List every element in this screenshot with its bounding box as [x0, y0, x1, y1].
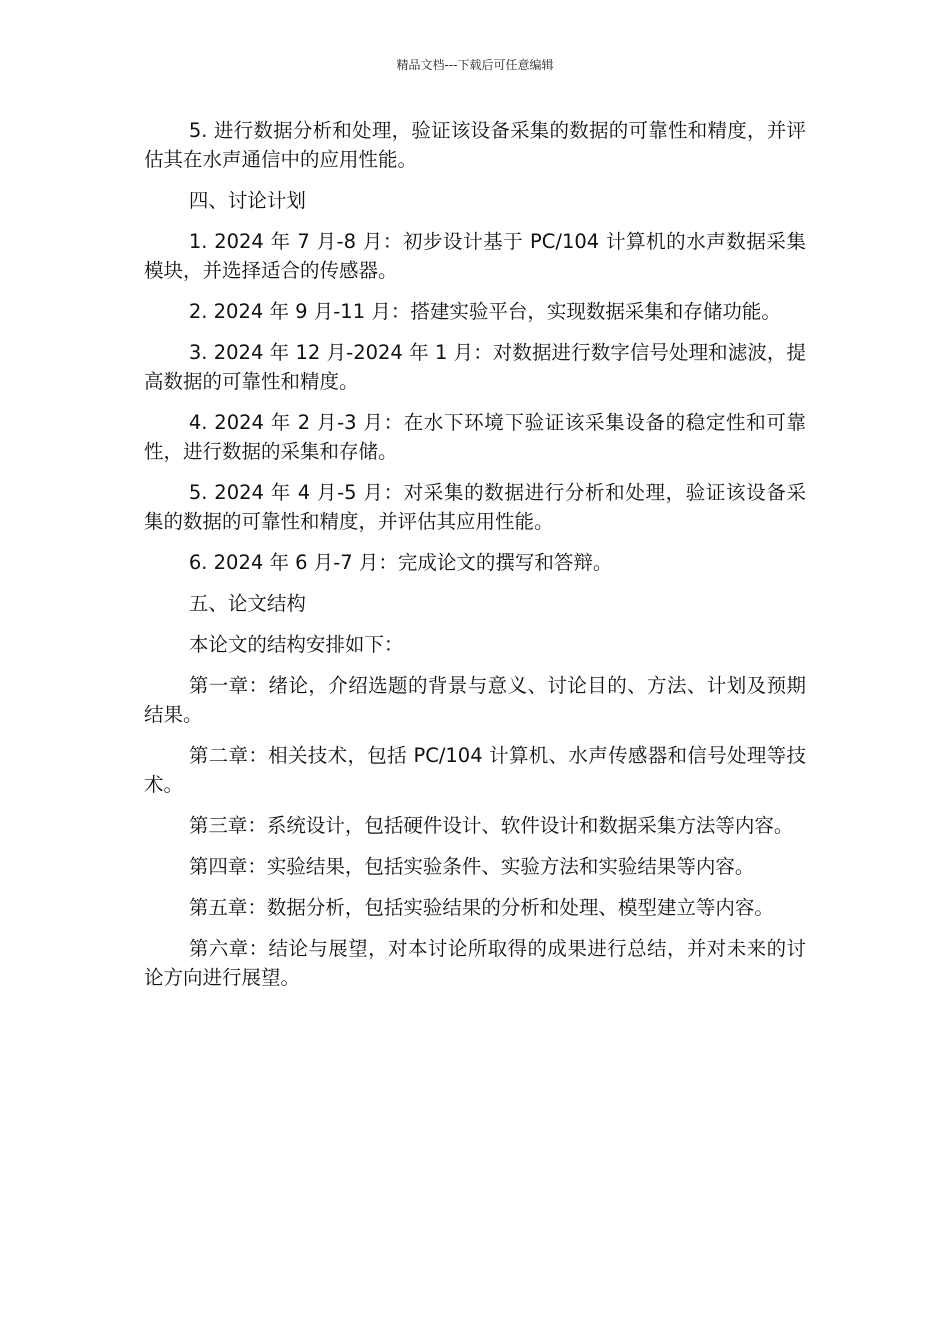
chapter-1: 第一章：绪论，介绍选题的背景与意义、讨论目的、方法、计划及预期结果。	[144, 674, 806, 726]
structure-intro: 本论文的结构安排如下：	[188, 633, 404, 656]
chapter-5: 第五章：数据分析，包括实验结果的分析和处理、模型建立等内容。	[188, 896, 774, 919]
document-body	[144, 116, 806, 1004]
chapter-4: 第四章：实验结果，包括实验条件、实验方法和实验结果等内容。	[188, 855, 755, 878]
page-header: 精品文档---下载后可任意编辑	[396, 58, 554, 72]
section-heading-plan: 四、讨论计划	[188, 189, 306, 212]
paragraph-analysis-step: 5. 进行数据分析和处理，验证该设备采集的数据的可靠性和精度，并评估其在水声通信中的应用性能。	[144, 119, 806, 171]
plan-item-1: 1. 2024 年 7 月-8 月：初步设计基于 PC/104 计算机的水声数据采集模块，并选择适合的传感器。	[144, 230, 806, 282]
chapter-6: 第六章：结论与展望，对本讨论所取得的成果进行总结，并对未来的讨论方向进行展望。	[144, 937, 806, 989]
chapter-3: 第三章：系统设计，包括硬件设计、软件设计和数据采集方法等内容。	[188, 814, 794, 837]
section-heading-structure: 五、论文结构	[188, 592, 306, 615]
plan-item-6: 6. 2024 年 6 月-7 月：完成论文的撰写和答辩。	[188, 551, 613, 574]
plan-item-5: 5. 2024 年 4 月-5 月：对采集的数据进行分析和处理，验证该设备采集的数据的可靠性和精度，并评估其应用性能。	[144, 481, 806, 533]
plan-item-4: 4. 2024 年 2 月-3 月：在水下环境下验证该采集设备的稳定性和可靠性，进行数据的采集和存储。	[144, 411, 806, 463]
plan-item-2: 2. 2024 年 9 月-11 月：搭建实验平台，实现数据采集和存储功能。	[188, 300, 781, 323]
plan-item-3: 3. 2024 年 12 月-2024 年 1 月：对数据进行数字信号处理和滤波，提高数据的可靠性和精度。	[144, 341, 806, 393]
chapter-2: 第二章：相关技术，包括 PC/104 计算机、水声传感器和信号处理等技术。	[144, 744, 806, 796]
